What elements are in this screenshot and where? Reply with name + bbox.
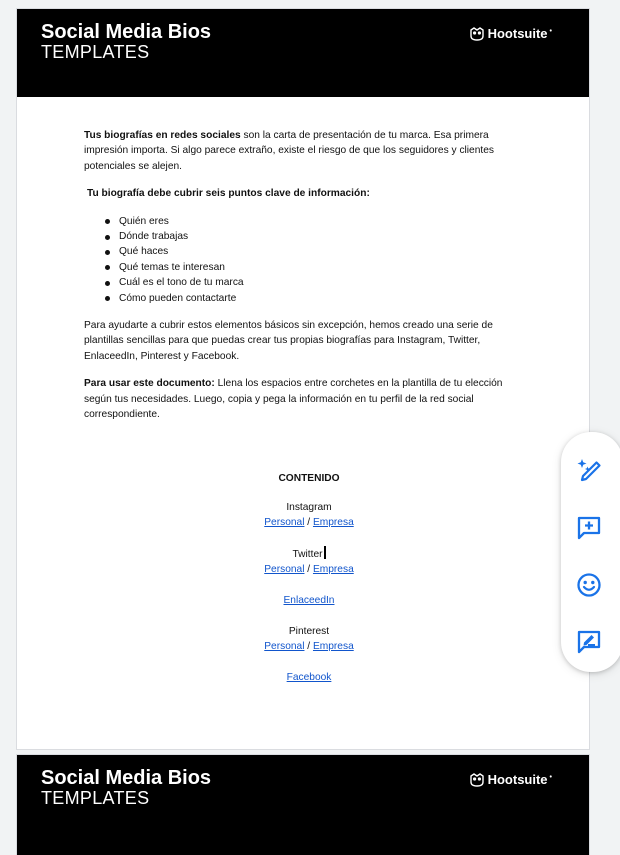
side-action-toolbar <box>561 432 620 672</box>
text-cursor <box>324 546 326 559</box>
key-points-list <box>84 214 529 306</box>
header-banner <box>17 9 589 97</box>
help-paragraph: Para ayudarte a cubrir estos elementos básicos sin excepción, hemos creado una serie de plantillas sencillas para que puedas crear tus propias biografías para Instagram, Twitter, EnlaceedIn, Pinterest y Facebook. <box>84 320 493 362</box>
hootsuite-logo <box>470 772 552 787</box>
link-twitter-business[interactable]: Empresa <box>312 564 354 575</box>
toc-title: CONTENIDO <box>278 473 340 484</box>
link-separator: / <box>304 517 313 528</box>
banner-subtitle: TEMPLATES <box>41 788 150 808</box>
banner-subtitle: TEMPLATES <box>41 42 150 62</box>
banner-title: Social Media Bios <box>41 21 212 43</box>
link-separator: / <box>304 564 313 575</box>
list-item: Qué haces <box>105 244 529 259</box>
toc-twitter-label: Twitter <box>292 549 323 560</box>
owl-icon <box>470 773 484 787</box>
link-separator: / <box>304 641 313 652</box>
usage-text: Llena los espacios entre corchetes en la plantilla de tu elección según tus necesidades. Luego, copia y pega la información en tu perfil de la red social correspondiente. <box>84 378 503 421</box>
toc-instagram-label: Instagram <box>286 502 332 513</box>
list-item: Quién eres <box>105 214 529 229</box>
toc-twitter <box>84 546 534 577</box>
toc-pinterest-label: Pinterest <box>288 626 330 637</box>
usage-paragraph <box>84 376 529 422</box>
toc-facebook <box>84 670 534 685</box>
link-twitter-personal[interactable]: Personal <box>264 564 305 575</box>
document-body <box>84 128 529 423</box>
usage-bold-lead: Para usar este documento: <box>84 378 215 390</box>
link-instagram-personal[interactable]: Personal <box>264 517 305 528</box>
link-pinterest-personal[interactable]: Personal <box>264 641 305 652</box>
intro-paragraph <box>84 128 529 174</box>
add-comment-icon[interactable] <box>574 513 604 543</box>
emoji-icon[interactable] <box>574 570 604 600</box>
link-instagram-business[interactable]: Empresa <box>312 517 354 528</box>
link-linkedin[interactable]: EnlaceedIn <box>283 595 335 606</box>
banner-title: Social Media Bios <box>41 767 212 789</box>
document-page-1 <box>17 9 589 749</box>
brand-mark: • <box>549 773 552 781</box>
suggest-edit-icon[interactable] <box>574 627 604 657</box>
sparkle-edit-icon[interactable] <box>574 456 604 486</box>
intro-text: son la carta de presentación de tu marca. Esa primera impresión importa. Si algo parece extraño, existe el riesgo de que los seguidores y clientes potenciales se alejen. <box>84 130 494 172</box>
key-points-heading: Tu biografía debe cubrir seis puntos clave de información: <box>87 188 370 200</box>
toc-instagram <box>84 500 534 530</box>
list-item: Qué temas te interesan <box>105 260 529 275</box>
intro-bold-lead: Tus biografías en redes sociales <box>84 130 241 141</box>
list-item: Cuál es el tono de tu marca <box>105 275 529 290</box>
link-facebook[interactable]: Facebook <box>286 672 332 683</box>
owl-icon <box>470 27 484 41</box>
document-page-2 <box>17 755 589 855</box>
toc-linkedin <box>84 593 534 608</box>
list-item: Dónde trabajas <box>105 229 529 244</box>
header-banner <box>17 755 589 855</box>
brand-name: Hootsuite <box>487 772 548 787</box>
list-item: Cómo pueden contactarte <box>105 291 529 306</box>
toc-pinterest <box>84 624 534 654</box>
table-of-contents <box>84 471 534 701</box>
brand-name: Hootsuite <box>487 26 548 41</box>
brand-mark: • <box>549 27 552 35</box>
link-pinterest-business[interactable]: Empresa <box>312 641 354 652</box>
hootsuite-logo <box>470 26 552 41</box>
